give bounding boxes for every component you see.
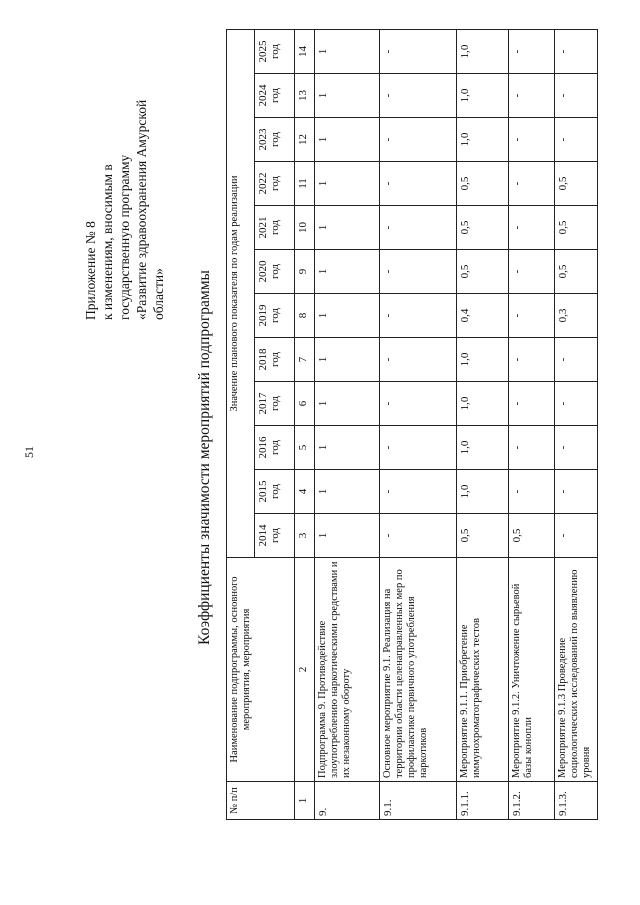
page-number: 51 xyxy=(22,446,36,458)
coefficients-table xyxy=(226,29,598,820)
header-values-group: Значение планового показателя по годам реализации xyxy=(227,29,255,557)
value-cell: 1 xyxy=(315,426,380,470)
table-row xyxy=(315,29,380,819)
value-cell: 1,0 xyxy=(457,338,509,382)
header-num: № п/п xyxy=(227,782,295,820)
appendix-line: Приложение № 8 xyxy=(83,221,98,320)
column-number: 11 xyxy=(295,162,315,206)
year-header: 2022 год xyxy=(255,162,295,206)
value-cell: 0,5 xyxy=(457,250,509,294)
row-name: Подпрограмма 9. Противодействие злоупотреблению наркотическими средствами и их незаконному обороту xyxy=(315,558,380,782)
year-header: 2020 год xyxy=(255,250,295,294)
value-cell: - xyxy=(509,294,555,338)
column-number: 14 xyxy=(295,29,315,73)
row-code: 9.1.2. xyxy=(509,782,555,820)
column-number: 10 xyxy=(295,206,315,250)
value-cell: - xyxy=(379,118,456,162)
column-number: 3 xyxy=(295,514,315,558)
value-cell: - xyxy=(509,338,555,382)
column-number: 8 xyxy=(295,294,315,338)
value-cell: - xyxy=(555,118,598,162)
value-cell: - xyxy=(379,74,456,118)
value-cell: - xyxy=(379,426,456,470)
value-cell: - xyxy=(379,162,456,206)
value-cell: 1,0 xyxy=(457,470,509,514)
row-code: 9.1.1. xyxy=(457,782,509,820)
value-cell: - xyxy=(509,470,555,514)
value-cell: 1 xyxy=(315,74,380,118)
value-cell: 0,5 xyxy=(457,206,509,250)
column-number: 12 xyxy=(295,118,315,162)
value-cell: 1 xyxy=(315,294,380,338)
year-header: 2023 год xyxy=(255,118,295,162)
value-cell: 0,3 xyxy=(555,294,598,338)
value-cell: 1 xyxy=(315,162,380,206)
appendix-header xyxy=(82,20,167,320)
year-header: 2018 год xyxy=(255,338,295,382)
header-name: Наименование подпрограммы, основного мероприятия, мероприятия xyxy=(227,558,295,782)
column-number: 1 xyxy=(295,782,315,820)
value-cell: 1 xyxy=(315,29,380,73)
year-header: 2025 год xyxy=(255,29,295,73)
value-cell: - xyxy=(555,338,598,382)
value-cell: - xyxy=(555,74,598,118)
year-header: 2015 год xyxy=(255,470,295,514)
row-name: Мероприятие 9.1.3 Проведение социологических исследований по выявлению уровня xyxy=(555,558,598,782)
year-header: 2019 год xyxy=(255,294,295,338)
table-row xyxy=(457,29,509,819)
value-cell: - xyxy=(379,382,456,426)
value-cell: 1 xyxy=(315,250,380,294)
value-cell: 1 xyxy=(315,118,380,162)
value-cell: 1 xyxy=(315,382,380,426)
table-row xyxy=(555,29,598,819)
table-row xyxy=(509,29,555,819)
row-name: Мероприятие 9.1.1. Приобретение иммунохроматографических тестов xyxy=(457,558,509,782)
value-cell: - xyxy=(509,29,555,73)
appendix-line: государственную программу xyxy=(117,154,132,320)
value-cell: - xyxy=(509,206,555,250)
value-cell: 1,0 xyxy=(457,382,509,426)
value-cell: - xyxy=(555,382,598,426)
value-cell: - xyxy=(379,206,456,250)
column-number: 13 xyxy=(295,74,315,118)
year-header: 2024 год xyxy=(255,74,295,118)
table-row xyxy=(379,29,456,819)
value-cell: - xyxy=(509,382,555,426)
value-cell: - xyxy=(509,250,555,294)
value-cell: 1,0 xyxy=(457,74,509,118)
appendix-line: к изменениям, вносимым в xyxy=(100,164,115,320)
table-title: Коэффициенты значимости мероприятий подпрограммы xyxy=(196,270,213,645)
value-cell: - xyxy=(555,470,598,514)
row-name: Основное мероприятие 9.1. Реализация на территории области целенаправленных мер по профилактике первичного употребления наркотиков xyxy=(379,558,456,782)
value-cell: - xyxy=(379,29,456,73)
value-cell: - xyxy=(379,470,456,514)
value-cell: 1 xyxy=(315,206,380,250)
value-cell: - xyxy=(555,514,598,558)
value-cell: - xyxy=(379,514,456,558)
value-cell: 0,5 xyxy=(555,162,598,206)
row-code: 9.1. xyxy=(379,782,456,820)
value-cell: 1 xyxy=(315,514,380,558)
value-cell: - xyxy=(509,118,555,162)
column-number: 2 xyxy=(295,558,315,782)
value-cell: 1 xyxy=(315,470,380,514)
value-cell: - xyxy=(379,250,456,294)
value-cell: 0,5 xyxy=(555,206,598,250)
row-name: Мероприятие 9.1.2. Уничтожение сырьевой базы конопли xyxy=(509,558,555,782)
row-code: 9. xyxy=(315,782,380,820)
column-number: 7 xyxy=(295,338,315,382)
value-cell: 1,0 xyxy=(457,426,509,470)
appendix-line: «Развитие здравоохранения Амурской xyxy=(134,99,149,320)
column-number: 9 xyxy=(295,250,315,294)
value-cell: - xyxy=(555,29,598,73)
column-number: 5 xyxy=(295,426,315,470)
value-cell: - xyxy=(509,74,555,118)
row-code: 9.1.3. xyxy=(555,782,598,820)
year-header: 2014 год xyxy=(255,514,295,558)
value-cell: - xyxy=(509,426,555,470)
year-header: 2016 год xyxy=(255,426,295,470)
value-cell: - xyxy=(379,294,456,338)
value-cell: - xyxy=(379,338,456,382)
value-cell: - xyxy=(555,426,598,470)
value-cell: 0,5 xyxy=(457,514,509,558)
value-cell: - xyxy=(509,162,555,206)
value-cell: 1,0 xyxy=(457,29,509,73)
value-cell: 1 xyxy=(315,338,380,382)
value-cell: 0,5 xyxy=(457,162,509,206)
value-cell: 1,0 xyxy=(457,118,509,162)
column-number: 6 xyxy=(295,382,315,426)
value-cell: 0,5 xyxy=(555,250,598,294)
column-number: 4 xyxy=(295,470,315,514)
year-header: 2021 год xyxy=(255,206,295,250)
value-cell: 0,5 xyxy=(509,514,555,558)
value-cell: 0,4 xyxy=(457,294,509,338)
appendix-line: области» xyxy=(151,268,166,320)
year-header: 2017 год xyxy=(255,382,295,426)
